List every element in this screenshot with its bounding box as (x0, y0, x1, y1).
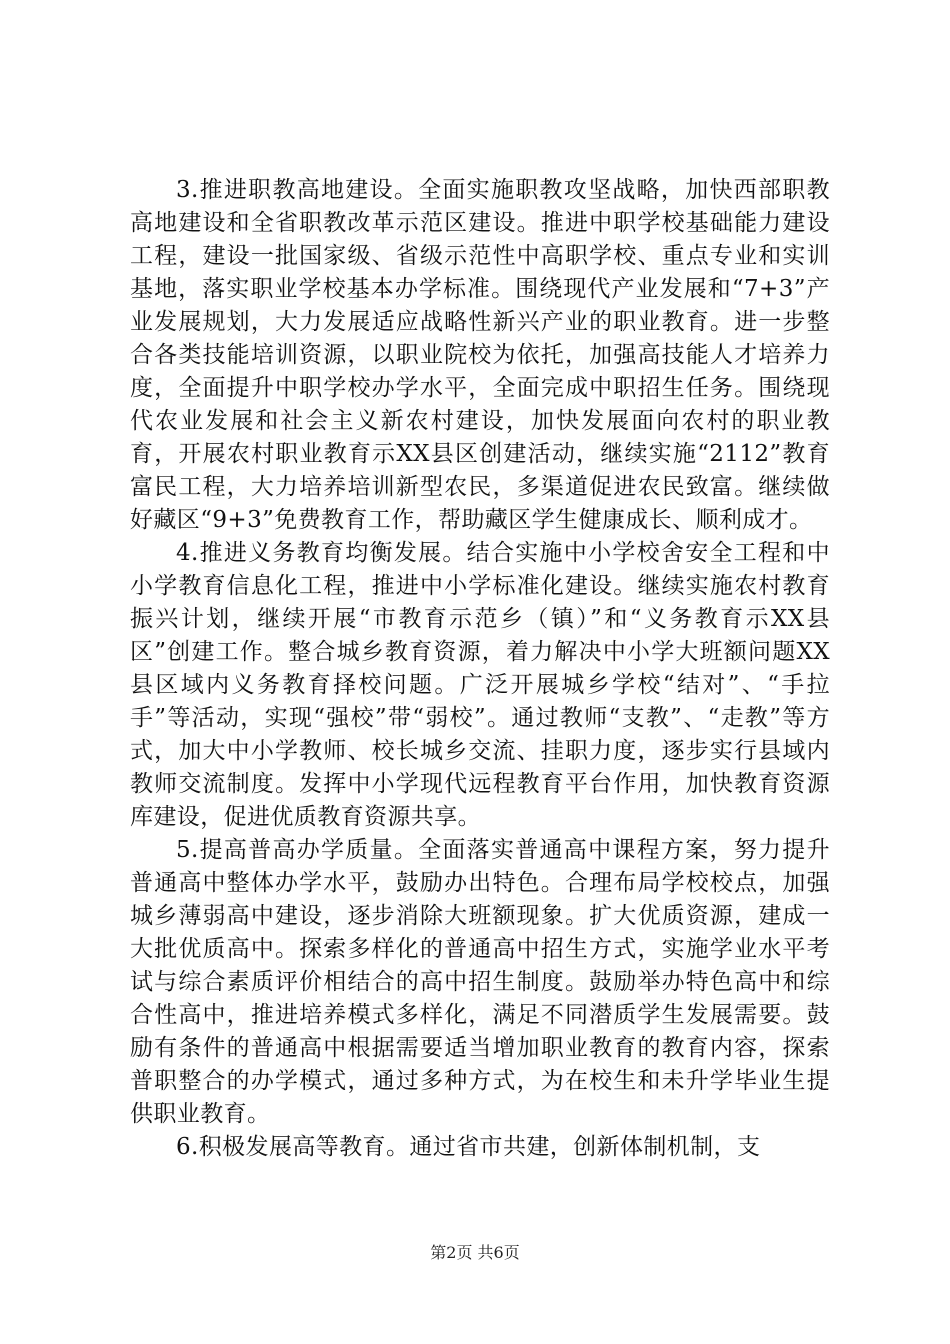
page-number-footer: 第2页 共6页 (430, 1243, 520, 1262)
paragraph-higher-education: 6.积极发展高等教育。通过省市共建，创新体制机制，支 (176, 1134, 761, 1160)
paragraph-vocational-education: 3.推进职教高地建设。全面实施职教攻坚战略，加快西部职教高地建设和全省职教改革示范区建设。推进中职学校基础能力建设工程，建设一批国家级、省级示范性中高职学校、重点专业和实训基地，落实职业学校基本办学标准。围绕现代产业发展和“7+3”产业发展规划，大力发展适应战略性新兴产业的职业教育。进一步整合各类技能培训资源，以职业院校为依托，加强高技能人才培养力度，全面提升中职学校办学水平，全面完成中职招生任务。围绕现代农业发展和社会主义新农村建设，加快发展面向农村的职业教育，开展农村职业教育示XX县区创建活动，继续实施“2112”教育富民工程，大力培养培训新型农民，多渠道促进农民致富。继续做好藏区“9+3”免费教育工作，帮助藏区学生健康成长、顺利成才。 (130, 177, 830, 533)
paragraph-high-school-quality: 5.提高普高办学质量。全面落实普通高中课程方案，努力提升普通高中整体办学水平，鼓励办出特色。合理布局学校校点，加强城乡薄弱高中建设，逐步消除大班额现象。扩大优质资源，建成一大批优质高中。探索多样化的普通高中招生方式，实施学业水平考试与综合素质评价相结合的高中招生制度。鼓励举办特色高中和综合性高中，推进培养模式多样化，满足不同潜质学生发展需要。鼓励有条件的普通高中根据需要适当增加职业教育的教育内容，探索普职整合的办学模式，通过多种方式，为在校生和未升学毕业生提供职业教育。 (130, 837, 830, 1127)
paragraph-compulsory-education: 4.推进义务教育均衡发展。结合实施中小学校舍安全工程和中小学教育信息化工程，推进中小学标准化建设。继续实施农村教育振兴计划，继续开展“市教育示范乡（镇）”和“义务教育示XX县区”创建工作。整合城乡教育资源，着力解决中小学大班额问题XX县区域内义务教育择校问题。广泛开展城乡学校“结对”、“手拉手”等活动，实现“强校”带“弱校”。通过教师“支教”、“走教”等方式，加大中小学教师、校长城乡交流、挂职力度，逐步实行县域内教师交流制度。发挥中小学现代远程教育平台作用，加快教育资源库建设，促进优质教育资源共享。 (130, 540, 830, 830)
document-body (130, 174, 830, 1164)
